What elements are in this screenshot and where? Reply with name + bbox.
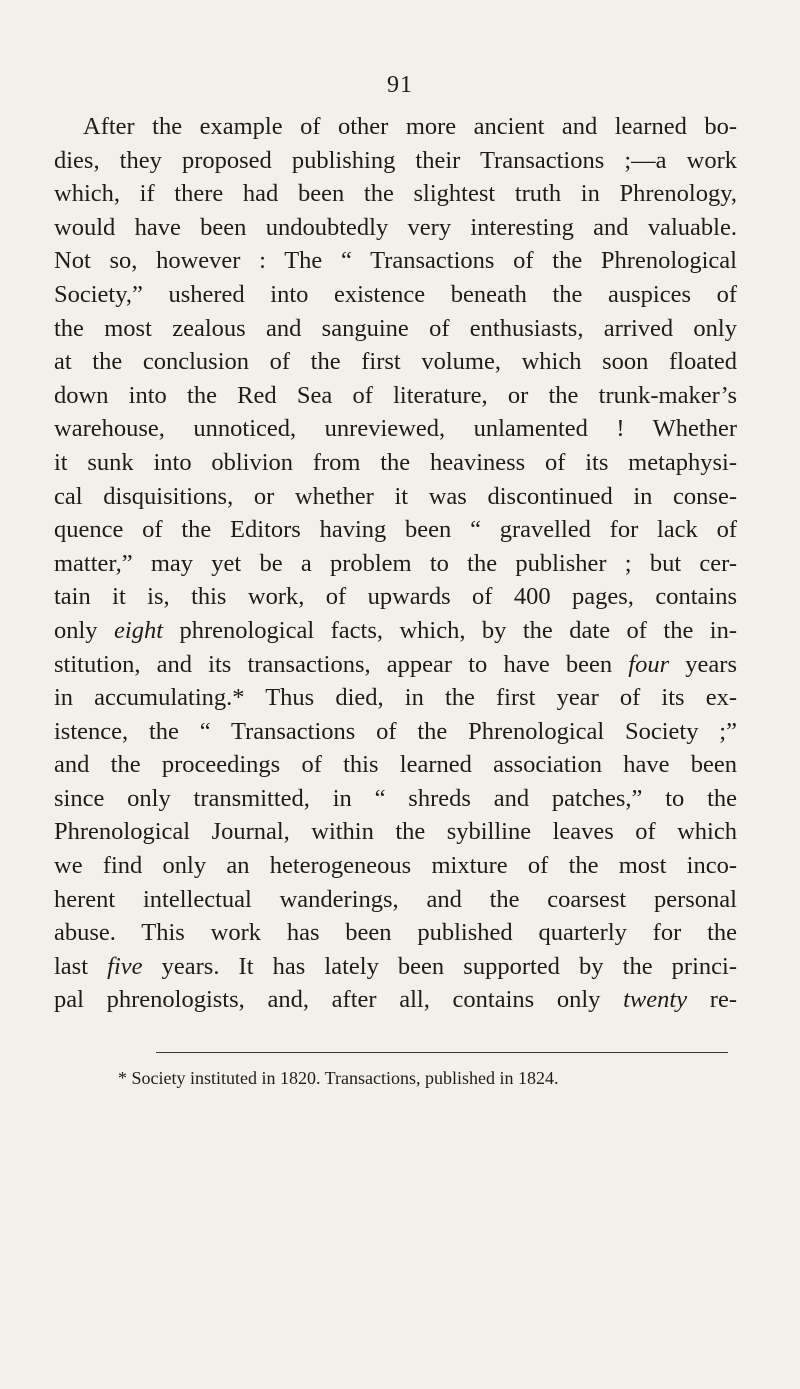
text-line: After the example of other more ancient and learned bo- <box>83 113 737 140</box>
footnote: * Society instituted in 1820. Transactions, published in 1824. <box>118 1068 559 1088</box>
text-line: pal phrenologists, and, after all, contains only twenty re- <box>54 986 737 1014</box>
text-line: down into the Red Sea of literature, or the trunk-maker’s <box>54 381 737 409</box>
text-line: which, if there had been the slightest truth in Phrenology, <box>54 180 737 208</box>
text-line: and the proceedings of this learned association have been <box>54 751 737 779</box>
text-line: herent intellectual wanderings, and the coarsest personal <box>54 885 737 913</box>
text-line: istence, the “ Transactions of the Phrenological Society ;” <box>54 717 737 745</box>
italic-word: four <box>628 650 670 678</box>
text-line: we find only an heterogeneous mixture of the most inco- <box>54 852 737 880</box>
text-line: matter,” may yet be a problem to the publisher ; but cer- <box>54 549 737 577</box>
page-number: 91 <box>387 72 413 98</box>
text-line: tain it is, this work, of upwards of 400 pages, contains <box>54 583 737 611</box>
text-line: since only transmitted, in “ shreds and patches,” to the <box>54 784 737 812</box>
italic-word: twenty <box>623 986 688 1014</box>
text-line: dies, they proposed publishing their Transactions ;—a work <box>54 146 737 174</box>
text-line: last five years. It has lately been supported by the princi- <box>54 952 737 980</box>
text-line: it sunk into oblivion from the heaviness of its metaphysi- <box>54 448 737 476</box>
text-line: cal disquisitions, or whether it was discontinued in conse- <box>54 482 737 510</box>
text-line: Society,” ushered into existence beneath the auspices of <box>54 280 737 308</box>
text-line: at the conclusion of the first volume, which soon floated <box>54 348 737 376</box>
text-line: only eight phrenological facts, which, by the date of the in- <box>54 616 737 644</box>
italic-word: eight <box>114 616 164 644</box>
text-line: warehouse, unnoticed, unreviewed, unlamented ! Whether <box>54 415 737 443</box>
text-line: would have been undoubtedly very interesting and valuable. <box>54 213 737 241</box>
footnote-rule <box>156 1052 728 1053</box>
italic-word: five <box>107 952 143 980</box>
text-line: quence of the Editors having been “ gravelled for lack of <box>54 516 737 544</box>
text-line: Phrenological Journal, within the sybilline leaves of which <box>54 818 737 846</box>
text-line: stitution, and its transactions, appear to have been four years <box>54 650 737 678</box>
body-text <box>54 110 737 1017</box>
text-line: abuse. This work has been published quarterly for the <box>54 919 737 947</box>
text-line: in accumulating.* Thus died, in the first year of its ex- <box>54 684 737 712</box>
text-line: the most zealous and sanguine of enthusiasts, arrived only <box>54 314 737 342</box>
text-line: Not so, however : The “ Transactions of the Phrenological <box>54 247 737 275</box>
